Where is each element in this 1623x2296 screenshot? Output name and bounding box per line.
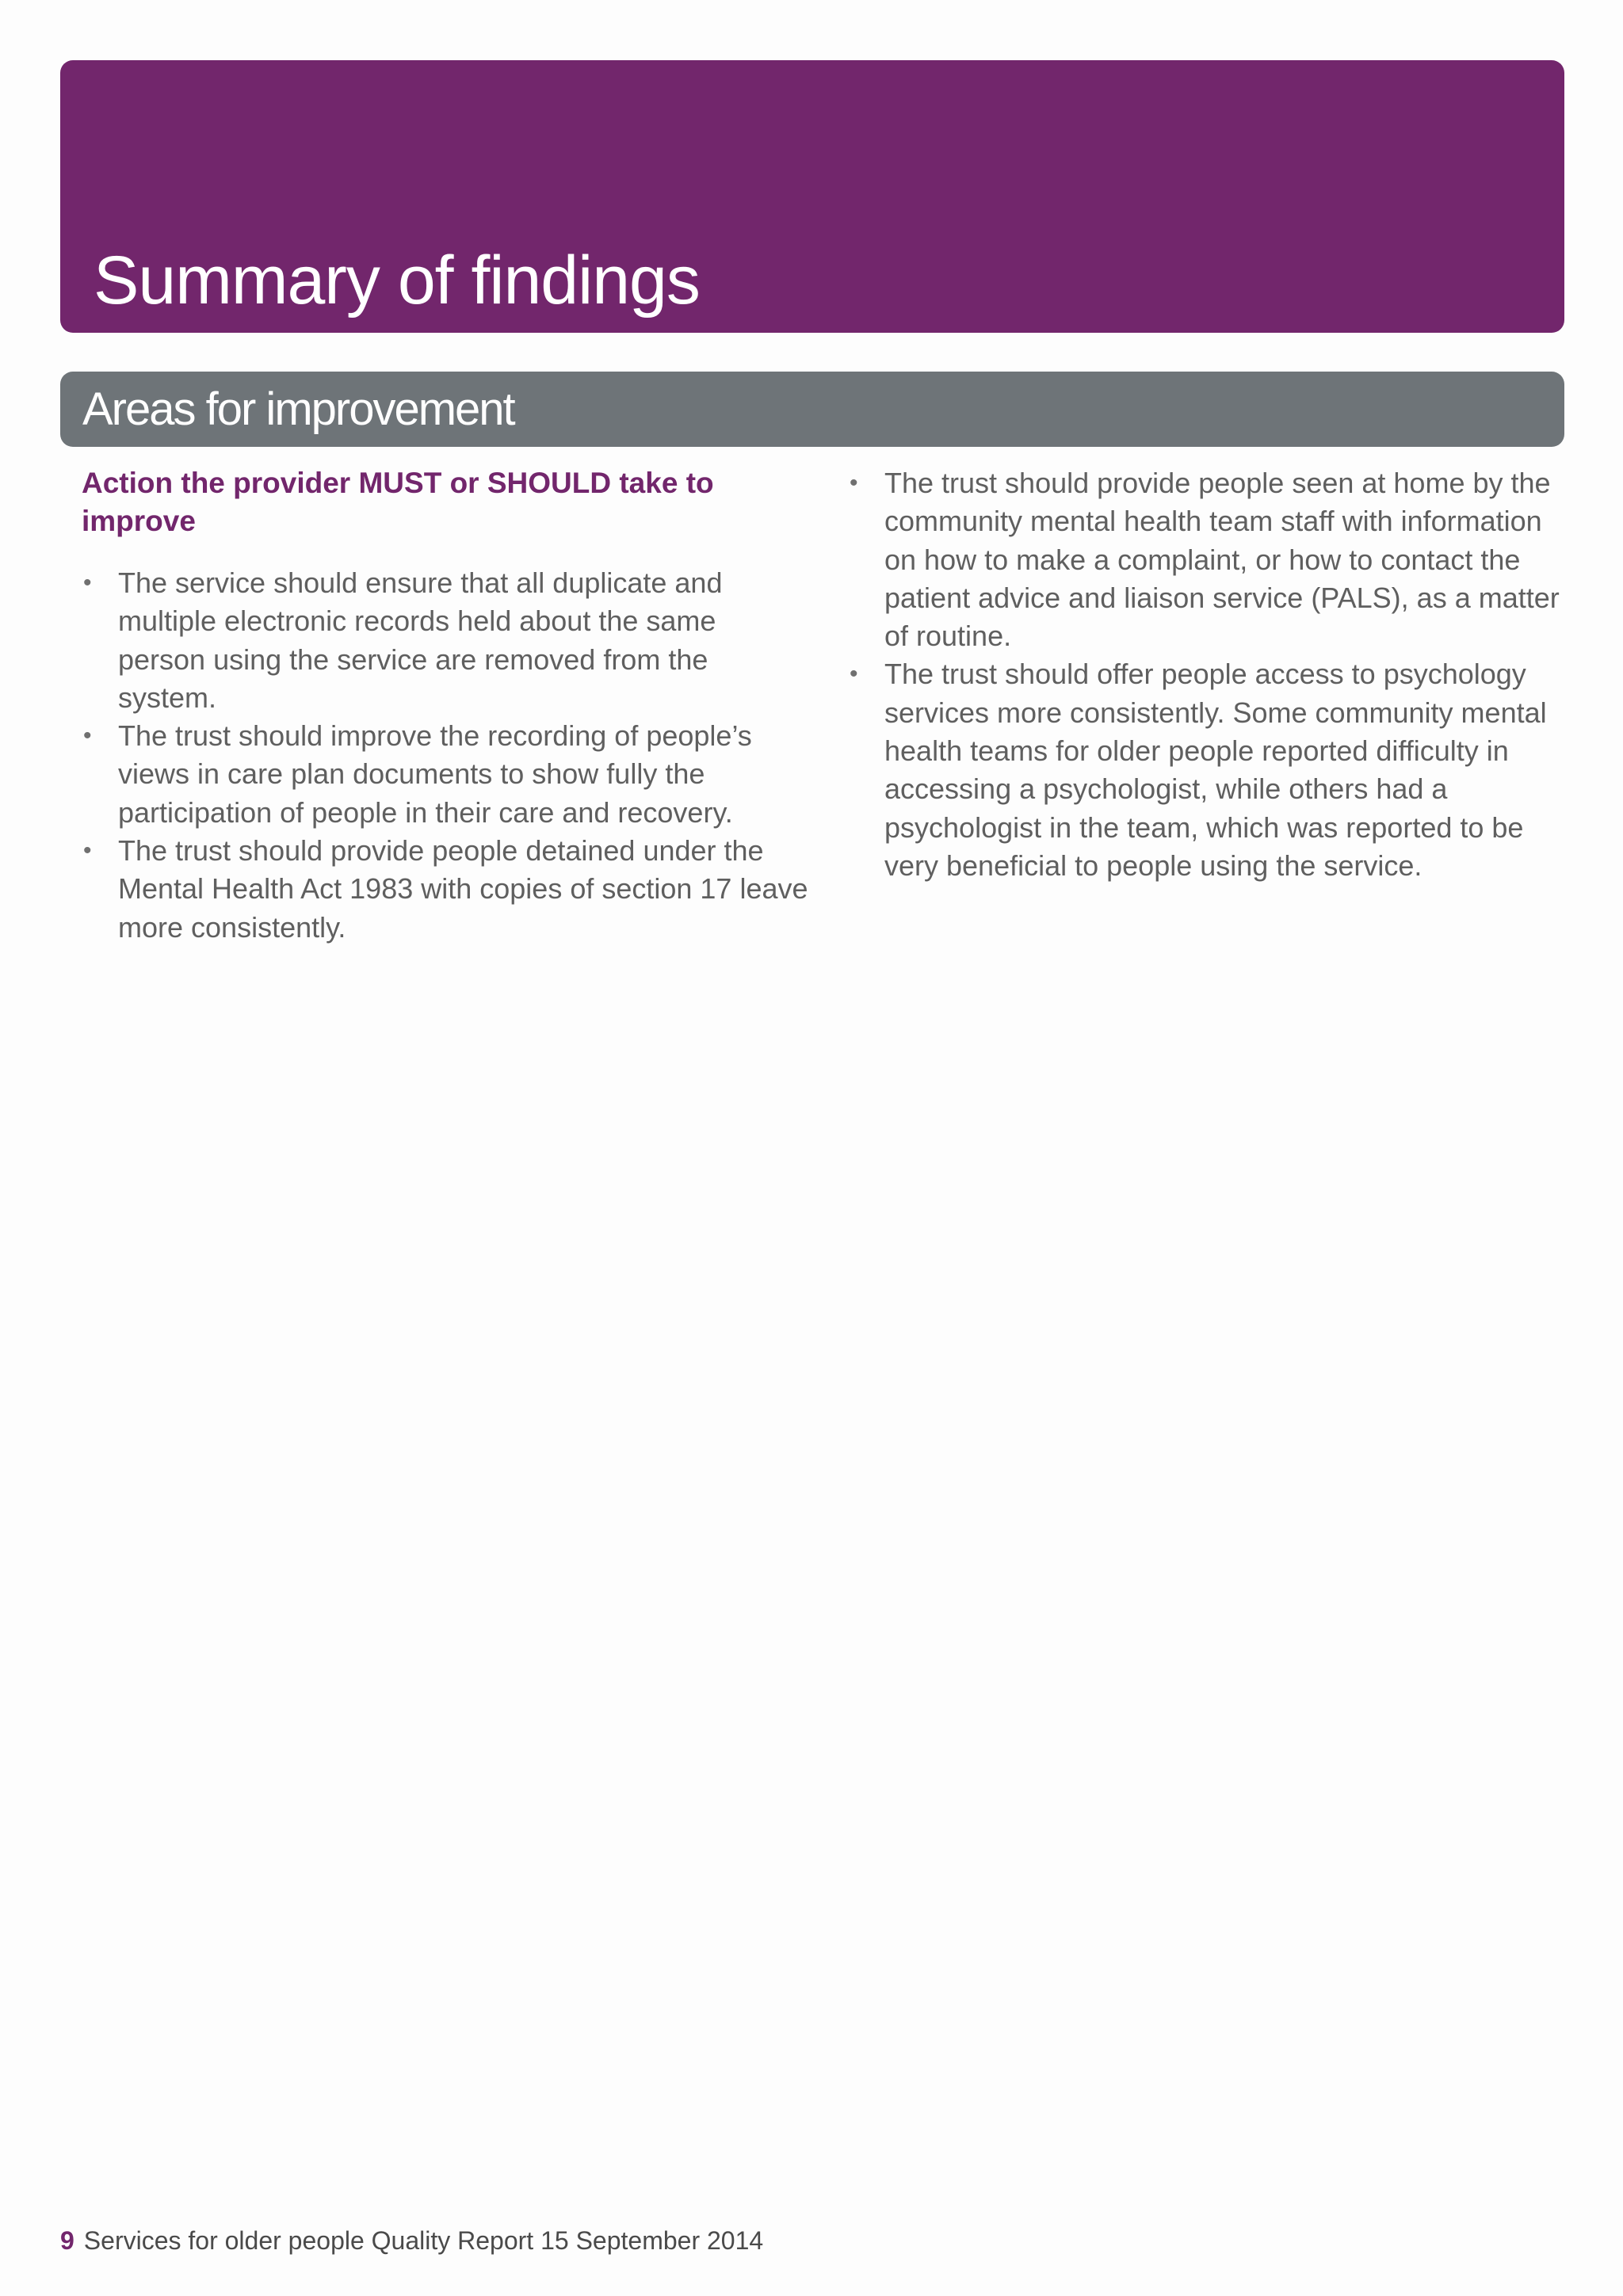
list-item-text: The service should ensure that all duplicate and multiple electronic records held about the same person using the service are removed from the system.	[118, 566, 723, 714]
bullet-icon: •	[83, 837, 92, 864]
list-item	[848, 464, 1569, 655]
list-item-text: The trust should improve the recording of people’s views in care plan documents to show fully the participation of people in their care and recovery.	[118, 719, 752, 829]
list-item-text: The trust should offer people access to psychology services more consistently. Some community mental health teams for older people reported difficulty in accessing a psychologist, while others had a psychologist in the team, which was reported to be very beneficial to people using the service.	[884, 658, 1547, 882]
bullet-icon: •	[83, 723, 92, 749]
bullet-icon: •	[83, 570, 92, 596]
left-bullet-list	[82, 564, 811, 947]
bullet-icon: •	[850, 470, 858, 496]
action-heading: Action the provider MUST or SHOULD take to improve	[82, 467, 714, 537]
list-item	[82, 832, 811, 947]
page-footer	[60, 2223, 763, 2258]
list-item-text: The trust should provide people seen at home by the community mental health team staff with information on how to make a complaint, or how to contact the patient advice and liaison service (PALS), as a matter of routine.	[884, 467, 1560, 653]
list-item-text: The trust should provide people detained under the Mental Health Act 1983 with copies of section 17 leave more consistently.	[118, 834, 808, 944]
footer-text: Services for older people Quality Report 15 September 2014	[83, 2226, 764, 2255]
section-title: Areas for improvement	[82, 383, 514, 435]
section-header-bar	[60, 372, 1564, 447]
left-column	[82, 464, 811, 947]
list-item	[848, 655, 1569, 885]
page-number: 9	[60, 2226, 74, 2255]
right-bullet-list	[848, 464, 1569, 885]
header-banner	[60, 60, 1564, 333]
list-item	[82, 564, 811, 717]
page-title: Summary of findings	[94, 242, 700, 318]
right-column	[848, 464, 1569, 885]
bullet-icon: •	[850, 661, 858, 688]
list-item	[82, 717, 811, 832]
